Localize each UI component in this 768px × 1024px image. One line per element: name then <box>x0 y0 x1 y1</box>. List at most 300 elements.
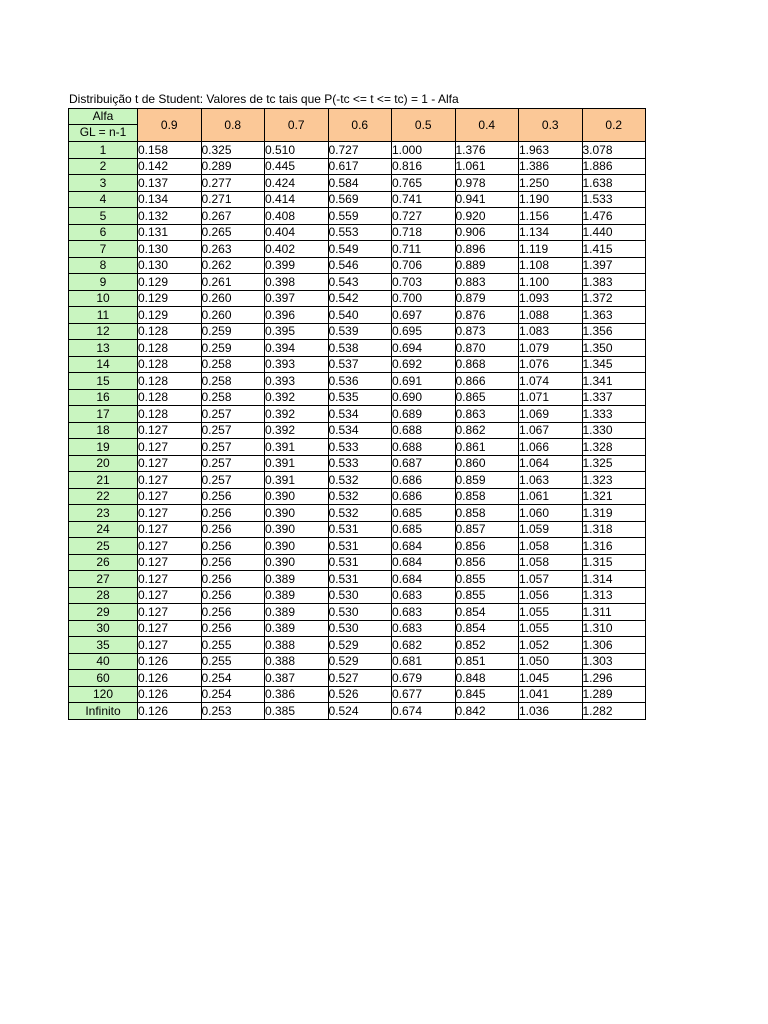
value-cell[interactable]: 0.127 <box>138 587 202 604</box>
value-cell[interactable]: 0.533 <box>328 439 392 456</box>
alpha-header[interactable]: 0.8 <box>201 109 265 142</box>
value-cell[interactable]: 0.681 <box>392 653 456 670</box>
value-cell[interactable]: 1.356 <box>582 323 646 340</box>
value-cell[interactable]: 0.398 <box>265 274 329 291</box>
value-cell[interactable]: 0.385 <box>265 703 329 720</box>
value-cell[interactable]: 0.691 <box>392 373 456 390</box>
value-cell[interactable]: 1.079 <box>519 340 583 357</box>
value-cell[interactable]: 0.741 <box>392 191 456 208</box>
df-cell[interactable]: 16 <box>69 389 138 406</box>
value-cell[interactable]: 0.256 <box>201 538 265 555</box>
value-cell[interactable]: 0.534 <box>328 406 392 423</box>
value-cell[interactable]: 1.303 <box>582 653 646 670</box>
value-cell[interactable]: 0.873 <box>455 323 519 340</box>
value-cell[interactable]: 0.130 <box>138 241 202 258</box>
value-cell[interactable]: 0.257 <box>201 406 265 423</box>
value-cell[interactable]: 0.686 <box>392 488 456 505</box>
value-cell[interactable]: 0.262 <box>201 257 265 274</box>
value-cell[interactable]: 0.697 <box>392 307 456 324</box>
value-cell[interactable]: 0.529 <box>328 637 392 654</box>
value-cell[interactable]: 0.254 <box>201 686 265 703</box>
value-cell[interactable]: 0.325 <box>201 142 265 159</box>
df-cell[interactable]: 15 <box>69 373 138 390</box>
value-cell[interactable]: 0.408 <box>265 208 329 225</box>
value-cell[interactable]: 0.256 <box>201 620 265 637</box>
value-cell[interactable]: 1.397 <box>582 257 646 274</box>
value-cell[interactable]: 1.100 <box>519 274 583 291</box>
value-cell[interactable]: 0.390 <box>265 521 329 538</box>
value-cell[interactable]: 0.393 <box>265 356 329 373</box>
value-cell[interactable]: 0.257 <box>201 422 265 439</box>
value-cell[interactable]: 1.313 <box>582 587 646 604</box>
value-cell[interactable]: 0.860 <box>455 455 519 472</box>
value-cell[interactable]: 0.527 <box>328 670 392 687</box>
value-cell[interactable]: 0.128 <box>138 340 202 357</box>
value-cell[interactable]: 0.865 <box>455 389 519 406</box>
value-cell[interactable]: 0.695 <box>392 323 456 340</box>
df-cell[interactable]: 27 <box>69 571 138 588</box>
value-cell[interactable]: 1.321 <box>582 488 646 505</box>
value-cell[interactable]: 0.391 <box>265 455 329 472</box>
value-cell[interactable]: 0.858 <box>455 505 519 522</box>
value-cell[interactable]: 0.683 <box>392 587 456 604</box>
value-cell[interactable]: 1.041 <box>519 686 583 703</box>
value-cell[interactable]: 0.584 <box>328 175 392 192</box>
df-cell[interactable]: 3 <box>69 175 138 192</box>
value-cell[interactable]: 0.395 <box>265 323 329 340</box>
value-cell[interactable]: 0.129 <box>138 307 202 324</box>
value-cell[interactable]: 0.684 <box>392 571 456 588</box>
value-cell[interactable]: 0.679 <box>392 670 456 687</box>
value-cell[interactable]: 0.674 <box>392 703 456 720</box>
value-cell[interactable]: 0.694 <box>392 340 456 357</box>
value-cell[interactable]: 1.333 <box>582 406 646 423</box>
value-cell[interactable]: 1.058 <box>519 538 583 555</box>
value-cell[interactable]: 0.727 <box>392 208 456 225</box>
value-cell[interactable]: 0.532 <box>328 488 392 505</box>
value-cell[interactable]: 1.476 <box>582 208 646 225</box>
value-cell[interactable]: 0.531 <box>328 554 392 571</box>
value-cell[interactable]: 0.128 <box>138 373 202 390</box>
value-cell[interactable]: 1.323 <box>582 472 646 489</box>
value-cell[interactable]: 0.542 <box>328 290 392 307</box>
value-cell[interactable]: 0.127 <box>138 538 202 555</box>
value-cell[interactable]: 0.126 <box>138 653 202 670</box>
df-cell[interactable]: 8 <box>69 257 138 274</box>
value-cell[interactable]: 1.376 <box>455 142 519 159</box>
value-cell[interactable]: 1.341 <box>582 373 646 390</box>
value-cell[interactable]: 0.861 <box>455 439 519 456</box>
df-cell[interactable]: 30 <box>69 620 138 637</box>
value-cell[interactable]: 0.390 <box>265 554 329 571</box>
value-cell[interactable]: 0.879 <box>455 290 519 307</box>
df-cell[interactable]: 1 <box>69 142 138 159</box>
value-cell[interactable]: 1.057 <box>519 571 583 588</box>
value-cell[interactable]: 0.859 <box>455 472 519 489</box>
value-cell[interactable]: 0.854 <box>455 604 519 621</box>
df-cell[interactable]: 26 <box>69 554 138 571</box>
value-cell[interactable]: 1.383 <box>582 274 646 291</box>
value-cell[interactable]: 0.260 <box>201 290 265 307</box>
df-cell[interactable]: Infinito <box>69 703 138 720</box>
value-cell[interactable]: 0.256 <box>201 604 265 621</box>
value-cell[interactable]: 1.055 <box>519 604 583 621</box>
value-cell[interactable]: 1.315 <box>582 554 646 571</box>
df-cell[interactable]: 21 <box>69 472 138 489</box>
value-cell[interactable]: 1.066 <box>519 439 583 456</box>
value-cell[interactable]: 0.855 <box>455 587 519 604</box>
value-cell[interactable]: 0.127 <box>138 488 202 505</box>
value-cell[interactable]: 1.036 <box>519 703 583 720</box>
value-cell[interactable]: 0.445 <box>265 158 329 175</box>
value-cell[interactable]: 1.071 <box>519 389 583 406</box>
value-cell[interactable]: 0.858 <box>455 488 519 505</box>
value-cell[interactable]: 0.129 <box>138 290 202 307</box>
value-cell[interactable]: 0.682 <box>392 637 456 654</box>
value-cell[interactable]: 1.056 <box>519 587 583 604</box>
value-cell[interactable]: 1.190 <box>519 191 583 208</box>
value-cell[interactable]: 0.414 <box>265 191 329 208</box>
df-cell[interactable]: 23 <box>69 505 138 522</box>
df-cell[interactable]: 24 <box>69 521 138 538</box>
value-cell[interactable]: 0.718 <box>392 224 456 241</box>
value-cell[interactable]: 0.685 <box>392 521 456 538</box>
value-cell[interactable]: 0.267 <box>201 208 265 225</box>
value-cell[interactable]: 0.391 <box>265 472 329 489</box>
value-cell[interactable]: 0.254 <box>201 670 265 687</box>
value-cell[interactable]: 1.289 <box>582 686 646 703</box>
value-cell[interactable]: 1.415 <box>582 241 646 258</box>
value-cell[interactable]: 1.000 <box>392 142 456 159</box>
value-cell[interactable]: 0.256 <box>201 554 265 571</box>
value-cell[interactable]: 1.064 <box>519 455 583 472</box>
value-cell[interactable]: 0.854 <box>455 620 519 637</box>
df-cell[interactable]: 35 <box>69 637 138 654</box>
corner-header[interactable] <box>69 109 138 142</box>
value-cell[interactable]: 1.074 <box>519 373 583 390</box>
value-cell[interactable]: 0.256 <box>201 505 265 522</box>
value-cell[interactable]: 0.424 <box>265 175 329 192</box>
value-cell[interactable]: 0.259 <box>201 340 265 357</box>
value-cell[interactable]: 1.250 <box>519 175 583 192</box>
value-cell[interactable]: 0.538 <box>328 340 392 357</box>
value-cell[interactable]: 1.316 <box>582 538 646 555</box>
value-cell[interactable]: 1.119 <box>519 241 583 258</box>
value-cell[interactable]: 0.690 <box>392 389 456 406</box>
value-cell[interactable]: 1.325 <box>582 455 646 472</box>
value-cell[interactable]: 0.532 <box>328 472 392 489</box>
value-cell[interactable]: 0.765 <box>392 175 456 192</box>
value-cell[interactable]: 0.260 <box>201 307 265 324</box>
value-cell[interactable]: 0.540 <box>328 307 392 324</box>
value-cell[interactable]: 1.330 <box>582 422 646 439</box>
value-cell[interactable]: 0.711 <box>392 241 456 258</box>
value-cell[interactable]: 0.271 <box>201 191 265 208</box>
value-cell[interactable]: 1.337 <box>582 389 646 406</box>
value-cell[interactable]: 0.889 <box>455 257 519 274</box>
value-cell[interactable]: 0.127 <box>138 554 202 571</box>
value-cell[interactable]: 0.389 <box>265 571 329 588</box>
value-cell[interactable]: 1.319 <box>582 505 646 522</box>
df-cell[interactable]: 10 <box>69 290 138 307</box>
value-cell[interactable]: 1.318 <box>582 521 646 538</box>
value-cell[interactable]: 0.128 <box>138 323 202 340</box>
value-cell[interactable]: 0.536 <box>328 373 392 390</box>
value-cell[interactable]: 1.156 <box>519 208 583 225</box>
value-cell[interactable]: 0.127 <box>138 637 202 654</box>
value-cell[interactable]: 0.842 <box>455 703 519 720</box>
value-cell[interactable]: 0.389 <box>265 620 329 637</box>
value-cell[interactable]: 1.063 <box>519 472 583 489</box>
value-cell[interactable]: 0.816 <box>392 158 456 175</box>
value-cell[interactable]: 0.257 <box>201 455 265 472</box>
value-cell[interactable]: 0.533 <box>328 455 392 472</box>
value-cell[interactable]: 0.129 <box>138 274 202 291</box>
value-cell[interactable]: 0.127 <box>138 505 202 522</box>
value-cell[interactable]: 1.061 <box>519 488 583 505</box>
value-cell[interactable]: 0.404 <box>265 224 329 241</box>
value-cell[interactable]: 0.265 <box>201 224 265 241</box>
value-cell[interactable]: 0.137 <box>138 175 202 192</box>
value-cell[interactable]: 0.126 <box>138 670 202 687</box>
value-cell[interactable]: 0.684 <box>392 554 456 571</box>
value-cell[interactable]: 0.852 <box>455 637 519 654</box>
value-cell[interactable]: 0.128 <box>138 389 202 406</box>
value-cell[interactable]: 0.390 <box>265 538 329 555</box>
value-cell[interactable]: 0.526 <box>328 686 392 703</box>
value-cell[interactable]: 0.876 <box>455 307 519 324</box>
value-cell[interactable]: 0.389 <box>265 587 329 604</box>
value-cell[interactable]: 1.088 <box>519 307 583 324</box>
value-cell[interactable]: 0.127 <box>138 455 202 472</box>
alpha-header[interactable]: 0.6 <box>328 109 392 142</box>
value-cell[interactable]: 0.689 <box>392 406 456 423</box>
value-cell[interactable]: 0.255 <box>201 653 265 670</box>
value-cell[interactable]: 0.531 <box>328 571 392 588</box>
value-cell[interactable]: 0.399 <box>265 257 329 274</box>
value-cell[interactable]: 0.132 <box>138 208 202 225</box>
value-cell[interactable]: 1.134 <box>519 224 583 241</box>
value-cell[interactable]: 1.363 <box>582 307 646 324</box>
value-cell[interactable]: 1.311 <box>582 604 646 621</box>
value-cell[interactable]: 1.328 <box>582 439 646 456</box>
value-cell[interactable]: 1.067 <box>519 422 583 439</box>
value-cell[interactable]: 0.677 <box>392 686 456 703</box>
value-cell[interactable]: 0.510 <box>265 142 329 159</box>
value-cell[interactable]: 0.390 <box>265 488 329 505</box>
value-cell[interactable]: 1.314 <box>582 571 646 588</box>
value-cell[interactable]: 0.688 <box>392 439 456 456</box>
df-cell[interactable]: 4 <box>69 191 138 208</box>
value-cell[interactable]: 1.061 <box>455 158 519 175</box>
value-cell[interactable]: 0.529 <box>328 653 392 670</box>
value-cell[interactable]: 0.258 <box>201 356 265 373</box>
value-cell[interactable]: 0.257 <box>201 439 265 456</box>
value-cell[interactable]: 1.059 <box>519 521 583 538</box>
value-cell[interactable]: 0.127 <box>138 571 202 588</box>
value-cell[interactable]: 1.638 <box>582 175 646 192</box>
value-cell[interactable]: 1.050 <box>519 653 583 670</box>
value-cell[interactable]: 0.883 <box>455 274 519 291</box>
value-cell[interactable]: 0.569 <box>328 191 392 208</box>
value-cell[interactable]: 1.440 <box>582 224 646 241</box>
value-cell[interactable]: 0.688 <box>392 422 456 439</box>
value-cell[interactable]: 0.394 <box>265 340 329 357</box>
value-cell[interactable]: 0.397 <box>265 290 329 307</box>
value-cell[interactable]: 0.531 <box>328 521 392 538</box>
value-cell[interactable]: 0.255 <box>201 637 265 654</box>
value-cell[interactable]: 0.386 <box>265 686 329 703</box>
value-cell[interactable]: 1.076 <box>519 356 583 373</box>
value-cell[interactable]: 0.530 <box>328 587 392 604</box>
value-cell[interactable]: 1.282 <box>582 703 646 720</box>
value-cell[interactable]: 0.863 <box>455 406 519 423</box>
value-cell[interactable]: 0.617 <box>328 158 392 175</box>
value-cell[interactable]: 0.534 <box>328 422 392 439</box>
df-cell[interactable]: 14 <box>69 356 138 373</box>
value-cell[interactable]: 0.845 <box>455 686 519 703</box>
value-cell[interactable]: 0.727 <box>328 142 392 159</box>
value-cell[interactable]: 0.388 <box>265 653 329 670</box>
value-cell[interactable]: 1.345 <box>582 356 646 373</box>
value-cell[interactable]: 0.857 <box>455 521 519 538</box>
value-cell[interactable]: 0.126 <box>138 703 202 720</box>
value-cell[interactable]: 0.851 <box>455 653 519 670</box>
value-cell[interactable]: 1.093 <box>519 290 583 307</box>
value-cell[interactable]: 0.127 <box>138 422 202 439</box>
value-cell[interactable]: 0.856 <box>455 538 519 555</box>
value-cell[interactable]: 0.684 <box>392 538 456 555</box>
value-cell[interactable]: 0.532 <box>328 505 392 522</box>
value-cell[interactable]: 1.069 <box>519 406 583 423</box>
df-cell[interactable]: 6 <box>69 224 138 241</box>
value-cell[interactable]: 0.978 <box>455 175 519 192</box>
value-cell[interactable]: 0.683 <box>392 604 456 621</box>
value-cell[interactable]: 0.531 <box>328 538 392 555</box>
value-cell[interactable]: 0.392 <box>265 422 329 439</box>
value-cell[interactable]: 0.402 <box>265 241 329 258</box>
df-cell[interactable]: 20 <box>69 455 138 472</box>
value-cell[interactable]: 0.535 <box>328 389 392 406</box>
value-cell[interactable]: 0.706 <box>392 257 456 274</box>
value-cell[interactable]: 0.127 <box>138 620 202 637</box>
value-cell[interactable]: 0.289 <box>201 158 265 175</box>
value-cell[interactable]: 0.253 <box>201 703 265 720</box>
df-cell[interactable]: 5 <box>69 208 138 225</box>
df-cell[interactable]: 120 <box>69 686 138 703</box>
value-cell[interactable]: 0.683 <box>392 620 456 637</box>
value-cell[interactable]: 0.856 <box>455 554 519 571</box>
value-cell[interactable]: 0.543 <box>328 274 392 291</box>
df-cell[interactable]: 19 <box>69 439 138 456</box>
alpha-header[interactable]: 0.7 <box>265 109 329 142</box>
value-cell[interactable]: 0.389 <box>265 604 329 621</box>
value-cell[interactable]: 0.256 <box>201 587 265 604</box>
value-cell[interactable]: 0.388 <box>265 637 329 654</box>
value-cell[interactable]: 1.310 <box>582 620 646 637</box>
value-cell[interactable]: 0.131 <box>138 224 202 241</box>
df-cell[interactable]: 9 <box>69 274 138 291</box>
value-cell[interactable]: 1.306 <box>582 637 646 654</box>
value-cell[interactable]: 0.277 <box>201 175 265 192</box>
value-cell[interactable]: 1.886 <box>582 158 646 175</box>
df-cell[interactable]: 22 <box>69 488 138 505</box>
value-cell[interactable]: 1.372 <box>582 290 646 307</box>
value-cell[interactable]: 0.256 <box>201 571 265 588</box>
value-cell[interactable]: 0.686 <box>392 472 456 489</box>
value-cell[interactable]: 3.078 <box>582 142 646 159</box>
df-cell[interactable]: 13 <box>69 340 138 357</box>
value-cell[interactable]: 0.134 <box>138 191 202 208</box>
value-cell[interactable]: 1.350 <box>582 340 646 357</box>
value-cell[interactable]: 0.920 <box>455 208 519 225</box>
value-cell[interactable]: 0.391 <box>265 439 329 456</box>
value-cell[interactable]: 0.549 <box>328 241 392 258</box>
value-cell[interactable]: 1.083 <box>519 323 583 340</box>
value-cell[interactable]: 0.392 <box>265 406 329 423</box>
value-cell[interactable]: 0.130 <box>138 257 202 274</box>
value-cell[interactable]: 0.387 <box>265 670 329 687</box>
value-cell[interactable]: 0.261 <box>201 274 265 291</box>
value-cell[interactable]: 0.127 <box>138 472 202 489</box>
alpha-header[interactable]: 0.2 <box>582 109 646 142</box>
value-cell[interactable]: 0.128 <box>138 406 202 423</box>
value-cell[interactable]: 0.539 <box>328 323 392 340</box>
value-cell[interactable]: 0.396 <box>265 307 329 324</box>
value-cell[interactable]: 0.700 <box>392 290 456 307</box>
df-cell[interactable]: 11 <box>69 307 138 324</box>
df-cell[interactable]: 60 <box>69 670 138 687</box>
value-cell[interactable]: 0.127 <box>138 604 202 621</box>
value-cell[interactable]: 0.896 <box>455 241 519 258</box>
df-cell[interactable]: 17 <box>69 406 138 423</box>
value-cell[interactable]: 0.257 <box>201 472 265 489</box>
alpha-header[interactable]: 0.9 <box>138 109 202 142</box>
value-cell[interactable]: 0.559 <box>328 208 392 225</box>
value-cell[interactable]: 0.546 <box>328 257 392 274</box>
value-cell[interactable]: 0.263 <box>201 241 265 258</box>
df-cell[interactable]: 2 <box>69 158 138 175</box>
value-cell[interactable]: 0.259 <box>201 323 265 340</box>
df-cell[interactable]: 40 <box>69 653 138 670</box>
value-cell[interactable]: 0.128 <box>138 356 202 373</box>
df-cell[interactable]: 18 <box>69 422 138 439</box>
value-cell[interactable]: 0.530 <box>328 604 392 621</box>
value-cell[interactable]: 0.256 <box>201 521 265 538</box>
value-cell[interactable]: 0.530 <box>328 620 392 637</box>
value-cell[interactable]: 0.692 <box>392 356 456 373</box>
value-cell[interactable]: 0.870 <box>455 340 519 357</box>
value-cell[interactable]: 0.848 <box>455 670 519 687</box>
value-cell[interactable]: 1.386 <box>519 158 583 175</box>
value-cell[interactable]: 1.055 <box>519 620 583 637</box>
value-cell[interactable]: 0.127 <box>138 439 202 456</box>
value-cell[interactable]: 0.258 <box>201 373 265 390</box>
value-cell[interactable]: 1.058 <box>519 554 583 571</box>
df-cell[interactable]: 29 <box>69 604 138 621</box>
alpha-header[interactable]: 0.3 <box>519 109 583 142</box>
value-cell[interactable]: 0.685 <box>392 505 456 522</box>
df-cell[interactable]: 25 <box>69 538 138 555</box>
value-cell[interactable]: 1.963 <box>519 142 583 159</box>
value-cell[interactable]: 1.060 <box>519 505 583 522</box>
value-cell[interactable]: 1.108 <box>519 257 583 274</box>
value-cell[interactable]: 0.127 <box>138 521 202 538</box>
value-cell[interactable]: 1.052 <box>519 637 583 654</box>
value-cell[interactable]: 0.941 <box>455 191 519 208</box>
df-cell[interactable]: 28 <box>69 587 138 604</box>
value-cell[interactable]: 0.868 <box>455 356 519 373</box>
